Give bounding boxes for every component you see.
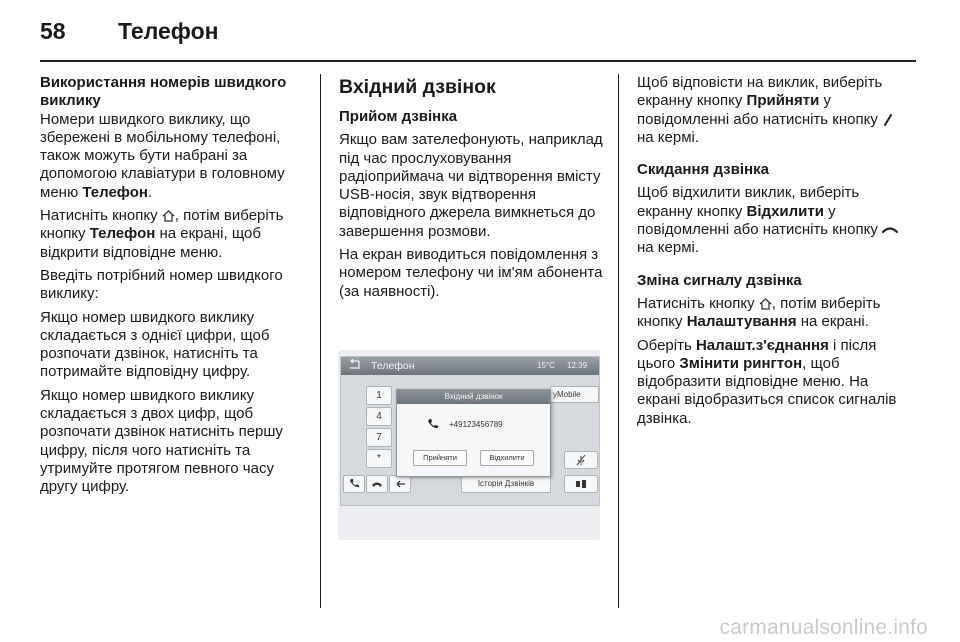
hang-up-icon (371, 480, 383, 488)
backspace-button (389, 475, 411, 493)
screen-title-bar (341, 357, 599, 375)
spacer (637, 152, 912, 161)
change-ringtone-term: Змінити рингтон (679, 354, 803, 372)
phone-icon (349, 478, 360, 489)
text: на кермі. (637, 239, 700, 257)
keypad-key-7: 7 (366, 428, 392, 447)
reject-term: Відхилити (746, 202, 824, 220)
speaker-icon (575, 479, 587, 489)
text: Щоб відповісти на виклик, виберіть екранну кнопку (637, 74, 883, 110)
section-title-incoming-call: Вхідний дзвінок (339, 76, 496, 98)
text: Номери швидкого виклику, що збережені в мобільному телефоні, також можуть бути набрані за допомогою клавіатури в головному меню (40, 110, 285, 201)
text: Натисніть кнопку (40, 207, 162, 225)
column-2 (339, 74, 609, 306)
incoming-para-2: На екран виводиться повідомлення з номером телефону чи ім'ям абонента (за наявності). (339, 246, 603, 300)
keypad-key-1: 1 (366, 386, 392, 405)
spacer (637, 263, 912, 272)
temperature: 15°C (537, 361, 555, 370)
speed-dial-para-3: Введіть потрібний номер швидкого виклику: (40, 266, 283, 303)
speed-dial-para-1 (40, 111, 312, 202)
call-history-button (461, 475, 551, 493)
reject-para (637, 184, 912, 257)
text: на екрані. (796, 313, 869, 331)
popup-title: Вхідний дзвінок (397, 390, 550, 404)
screenshot-figure (338, 350, 600, 540)
subheading-accept-call: Прийом дзвінка (339, 108, 458, 125)
screen-title: Телефон (371, 360, 415, 372)
text: у повідомленні або натисніть кнопку (637, 92, 883, 128)
device-label: yMobile (553, 390, 581, 399)
text: на екрані, щоб відкрити відповідне меню. (40, 225, 261, 261)
keypad-key-star: * (366, 449, 392, 468)
accept-term: Прийняти (746, 92, 820, 110)
speed-dial-heading: Використання номерів швидкого виклику (40, 74, 287, 110)
steering-call-icon (882, 114, 894, 126)
speed-dial-para-5: Якщо номер швидкого виклику складається з двох цифр, щоб розпочати дзвінок натисніть першу цифру, після чого натисніть та утримуйте протягом певного часу другу цифру. (40, 386, 283, 496)
column-divider-2 (618, 74, 619, 608)
text: , щоб відобразити відповідне меню. На екрані відобразиться список сигналів дзвінка. (637, 354, 897, 427)
settings-term: Налаштування (686, 313, 797, 331)
hangup-button (366, 475, 388, 493)
arrow-left-icon (395, 480, 406, 488)
mute-mic-button (564, 451, 598, 469)
ringtone-para-2 (637, 337, 912, 428)
page-title: Телефон (118, 18, 219, 44)
incoming-para-1: Якщо вам зателефонують, наприклад під час прослуховування радіоприймача чи відтворення вмісту USB-носія, звук відтворення відповідного джерела вимкнеться до завершення розмови. (339, 131, 603, 240)
text: Щоб відхилити виклик, виберіть екранну кнопку (637, 184, 860, 220)
infotainment-screen (340, 356, 600, 506)
column-3 (637, 74, 912, 433)
text: Натисніть кнопку (637, 294, 759, 312)
menu-name-phone: Телефон (82, 183, 148, 201)
reject-button: Відхилити (480, 450, 534, 466)
home-icon (162, 210, 175, 222)
page-number: 58 (40, 18, 66, 44)
button-name-phone: Телефон (89, 225, 156, 243)
device-field (550, 386, 599, 403)
connection-settings-term: Налашт.з'єднання (695, 336, 829, 354)
text: на кермі. (637, 128, 700, 146)
source-button (564, 475, 598, 493)
phone-icon (427, 418, 439, 430)
back-icon (347, 359, 361, 373)
home-icon (759, 298, 772, 310)
accept-button: Прийняти (413, 450, 467, 466)
subheading-ringtone: Зміна сигналу дзвінка (637, 271, 802, 289)
incoming-call-popup (396, 389, 551, 477)
speed-dial-para-2 (40, 207, 312, 262)
ringtone-para-1 (637, 295, 912, 332)
text: і після цього (637, 336, 877, 372)
subheading-reject-call: Скидання дзвінка (637, 161, 769, 179)
call-history-label: Історія Дзвінків (477, 479, 535, 488)
watermark: carmanualsonline.info (719, 616, 928, 639)
text: Оберіть (637, 336, 696, 354)
text: , потім виберіть кнопку (637, 294, 881, 331)
text: , потім виберіть кнопку (40, 207, 284, 243)
keypad-key-4: 4 (366, 407, 392, 426)
header-rule (40, 60, 916, 62)
clock: 12:39 (567, 361, 588, 370)
speed-dial-para-4: Якщо номер швидкого виклику складається з однієї цифри, щоб розпочати дзвінок, натисніть та потримайте відповідну цифру. (40, 308, 270, 381)
text: у повідомленні або натисніть кнопку (637, 202, 883, 239)
text: . (147, 183, 153, 201)
call-button (343, 475, 365, 493)
caller-number: +49123456789 (449, 420, 503, 429)
column-divider-1 (320, 74, 321, 608)
column-1 (40, 74, 312, 502)
mic-off-icon (575, 454, 587, 466)
steering-hangup-icon (882, 225, 898, 235)
answer-para (637, 74, 912, 147)
